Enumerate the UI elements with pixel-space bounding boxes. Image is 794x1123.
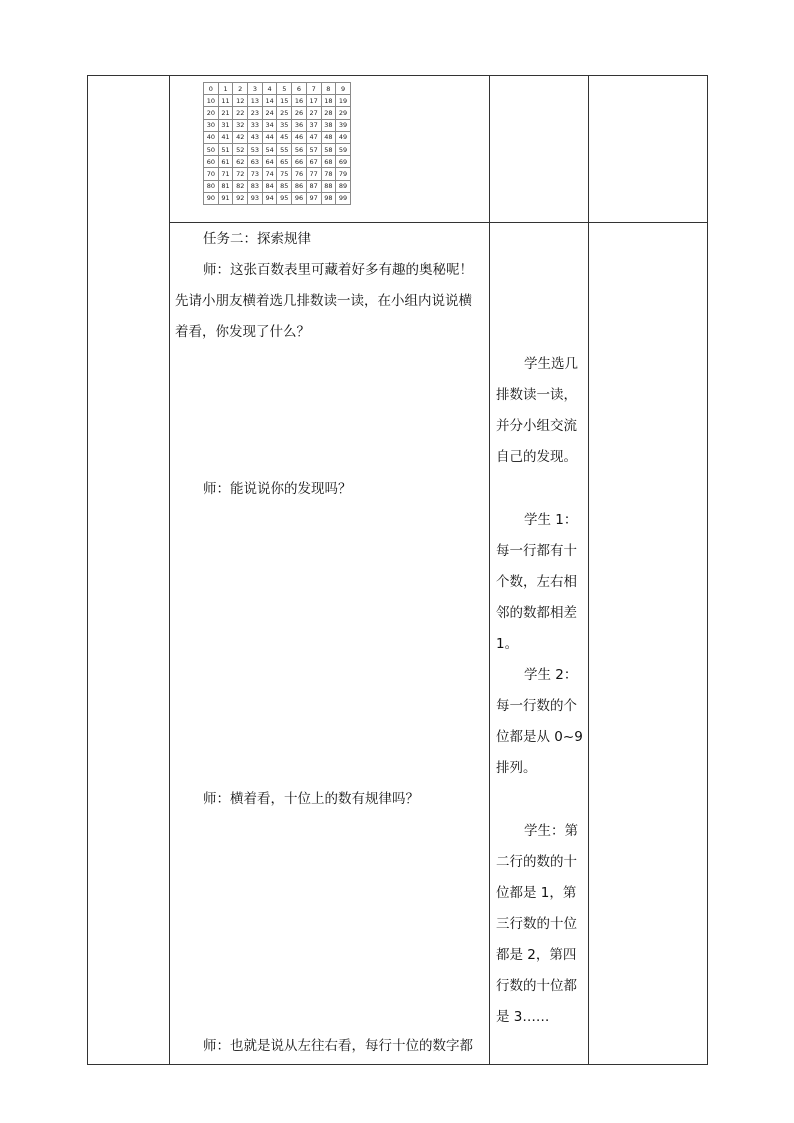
hundred-chart-row <box>204 156 351 168</box>
column-divider-2 <box>489 75 490 1065</box>
hundred-chart-cell: 74 <box>262 168 277 180</box>
hundred-chart-cell: 99 <box>336 192 351 204</box>
hundred-chart-cell: 1 <box>218 83 233 95</box>
hundred-chart-cell: 45 <box>277 131 292 143</box>
table-top-border <box>87 75 707 76</box>
hundred-chart-cell: 91 <box>218 192 233 204</box>
row-divider <box>169 222 707 223</box>
hundred-chart-cell: 43 <box>248 131 263 143</box>
hundred-chart-cell: 85 <box>277 180 292 192</box>
hundred-chart-cell: 61 <box>218 156 233 168</box>
table-bottom-border <box>87 1064 707 1065</box>
table-right-border <box>707 75 708 1065</box>
hundred-chart-row <box>204 119 351 131</box>
hundred-chart <box>203 82 351 205</box>
hundred-chart-cell: 52 <box>233 143 248 155</box>
hundred-chart-cell: 28 <box>321 107 336 119</box>
hundred-chart-cell: 26 <box>292 107 307 119</box>
s2-line-1: 学生 2： <box>524 667 578 683</box>
hundred-chart-cell: 24 <box>262 107 277 119</box>
hundred-chart-cell: 81 <box>218 180 233 192</box>
hundred-chart-cell: 62 <box>233 156 248 168</box>
hundred-chart-cell: 69 <box>336 156 351 168</box>
hundred-chart-cell: 53 <box>248 143 263 155</box>
hundred-chart-cell: 49 <box>336 131 351 143</box>
hundred-chart-cell: 72 <box>233 168 248 180</box>
hundred-chart-cell: 46 <box>292 131 307 143</box>
s2-line-4: 排列。 <box>496 760 537 776</box>
intro-line-2: 先请小朋友横着选几排数读一读，在小组内说说横 <box>175 293 472 309</box>
hundred-chart-cell: 60 <box>204 156 219 168</box>
hundred-chart-cell: 17 <box>306 95 321 107</box>
hundred-chart-cell: 44 <box>262 131 277 143</box>
hundred-chart-cell: 64 <box>262 156 277 168</box>
hundred-chart-cell: 40 <box>204 131 219 143</box>
activity-line-1: 学生选几 <box>524 356 578 372</box>
hundred-chart-cell: 48 <box>321 131 336 143</box>
hundred-chart-cell: 11 <box>218 95 233 107</box>
intro-line-3: 着看，你发现了什么？ <box>175 324 310 340</box>
hundred-chart-cell: 34 <box>262 119 277 131</box>
hundred-chart-row <box>204 107 351 119</box>
hundred-chart-row <box>204 131 351 143</box>
hundred-chart-cell: 7 <box>306 83 321 95</box>
hundred-chart-cell: 21 <box>218 107 233 119</box>
hundred-chart-row <box>204 168 351 180</box>
hundred-chart-cell: 14 <box>262 95 277 107</box>
hundred-chart-cell: 30 <box>204 119 219 131</box>
hundred-chart-cell: 42 <box>233 131 248 143</box>
hundred-chart-cell: 95 <box>277 192 292 204</box>
hundred-chart-cell: 19 <box>336 95 351 107</box>
activity-line-4: 自己的发现。 <box>496 449 577 465</box>
teacher-question-2 <box>203 474 352 505</box>
hundred-chart-row <box>204 95 351 107</box>
hundred-chart-cell: 87 <box>306 180 321 192</box>
hundred-chart-cell: 8 <box>321 83 336 95</box>
hundred-chart-cell: 88 <box>321 180 336 192</box>
hundred-chart-cell: 89 <box>336 180 351 192</box>
teacher-intro <box>175 255 473 348</box>
activity-line-2: 排数读一读， <box>496 387 577 403</box>
hundred-chart-cell: 29 <box>336 107 351 119</box>
teacher-question-3 <box>203 784 419 815</box>
hundred-chart-cell: 55 <box>277 143 292 155</box>
intro-line-1: 师：这张百数表里可藏着好多有趣的奥秘呢！ <box>203 262 473 278</box>
hundred-chart-cell: 94 <box>262 192 277 204</box>
hundred-chart-cell: 37 <box>306 119 321 131</box>
hundred-chart-cell: 50 <box>204 143 219 155</box>
activity-line-3: 并分小组交流 <box>496 418 577 434</box>
s1-line-4: 邻的数都相差 <box>496 605 577 621</box>
hundred-chart-row <box>204 83 351 95</box>
hundred-chart-cell: 80 <box>204 180 219 192</box>
hundred-chart-cell: 86 <box>292 180 307 192</box>
hundred-chart-cell: 15 <box>277 95 292 107</box>
hundred-chart-cell: 70 <box>204 168 219 180</box>
column-divider-1 <box>169 75 170 1065</box>
s3-line-4: 三行数的十位 <box>496 916 577 932</box>
hundred-chart-cell: 5 <box>277 83 292 95</box>
s3-line-3: 位都是 1，第 <box>496 885 577 901</box>
s3-line-2: 二行的数的十 <box>496 854 577 870</box>
hundred-chart-cell: 51 <box>218 143 233 155</box>
hundred-chart-cell: 97 <box>306 192 321 204</box>
hundred-chart-cell: 78 <box>321 168 336 180</box>
hundred-chart-cell: 27 <box>306 107 321 119</box>
teacher-question-4 <box>203 1031 473 1062</box>
hundred-chart-cell: 76 <box>292 168 307 180</box>
hundred-chart-cell: 18 <box>321 95 336 107</box>
s3-line-1: 学生：第 <box>524 823 578 839</box>
s3-line-7: 是 3…… <box>496 1009 550 1025</box>
hundred-chart-cell: 77 <box>306 168 321 180</box>
hundred-chart-cell: 57 <box>306 143 321 155</box>
hundred-chart-cell: 65 <box>277 156 292 168</box>
hundred-chart-cell: 83 <box>248 180 263 192</box>
question-2-text: 师：能说说你的发现吗？ <box>203 481 352 497</box>
student-3-answer <box>496 816 586 1033</box>
hundred-chart-cell: 3 <box>248 83 263 95</box>
hundred-chart-cell: 31 <box>218 119 233 131</box>
hundred-chart-cell: 84 <box>262 180 277 192</box>
hundred-chart-cell: 32 <box>233 119 248 131</box>
hundred-chart-cell: 63 <box>248 156 263 168</box>
hundred-chart-cell: 23 <box>248 107 263 119</box>
hundred-chart-cell: 67 <box>306 156 321 168</box>
s3-line-6: 行数的十位都 <box>496 978 577 994</box>
hundred-chart-cell: 66 <box>292 156 307 168</box>
hundred-chart-cell: 79 <box>336 168 351 180</box>
s2-line-3: 位都是从 0~9 <box>496 729 583 745</box>
hundred-chart-row <box>204 180 351 192</box>
task-title-text: 任务二：探索规律 <box>203 231 311 247</box>
hundred-chart-cell: 58 <box>321 143 336 155</box>
hundred-chart-cell: 75 <box>277 168 292 180</box>
hundred-chart-row <box>204 192 351 204</box>
student-1-answer <box>496 505 586 660</box>
hundred-chart-cell: 33 <box>248 119 263 131</box>
hundred-chart-cell: 16 <box>292 95 307 107</box>
s1-line-5: 1。 <box>496 636 519 652</box>
hundred-chart-cell: 54 <box>262 143 277 155</box>
hundred-chart-cell: 9 <box>336 83 351 95</box>
hundred-chart-cell: 56 <box>292 143 307 155</box>
hundred-chart-cell: 96 <box>292 192 307 204</box>
hundred-chart-cell: 73 <box>248 168 263 180</box>
hundred-chart-cell: 59 <box>336 143 351 155</box>
table-left-border <box>87 75 88 1065</box>
hundred-chart-cell: 20 <box>204 107 219 119</box>
hundred-chart-cell: 4 <box>262 83 277 95</box>
hundred-chart-cell: 13 <box>248 95 263 107</box>
hundred-chart-cell: 35 <box>277 119 292 131</box>
column-divider-3 <box>588 75 589 1065</box>
hundred-chart-cell: 98 <box>321 192 336 204</box>
hundred-chart-cell: 39 <box>336 119 351 131</box>
hundred-chart-cell: 10 <box>204 95 219 107</box>
hundred-chart-cell: 82 <box>233 180 248 192</box>
s2-line-2: 每一行数的个 <box>496 698 577 714</box>
hundred-chart-cell: 41 <box>218 131 233 143</box>
hundred-chart-row <box>204 143 351 155</box>
hundred-chart-cell: 22 <box>233 107 248 119</box>
hundred-chart-cell: 90 <box>204 192 219 204</box>
hundred-chart-cell: 0 <box>204 83 219 95</box>
s1-line-2: 每一行都有十 <box>496 543 577 559</box>
hundred-chart-cell: 6 <box>292 83 307 95</box>
hundred-chart-cell: 47 <box>306 131 321 143</box>
hundred-chart-cell: 38 <box>321 119 336 131</box>
hundred-chart-cell: 2 <box>233 83 248 95</box>
hundred-chart-cell: 12 <box>233 95 248 107</box>
question-3-text: 师：横着看，十位上的数有规律吗？ <box>203 791 419 807</box>
hundred-chart-cell: 71 <box>218 168 233 180</box>
student-activity <box>496 349 586 473</box>
task-title <box>203 224 311 255</box>
student-2-answer <box>496 660 586 784</box>
hundred-chart-cell: 92 <box>233 192 248 204</box>
s3-line-5: 都是 2，第四 <box>496 947 577 963</box>
hundred-chart-cell: 25 <box>277 107 292 119</box>
hundred-chart-cell: 93 <box>248 192 263 204</box>
hundred-chart-cell: 36 <box>292 119 307 131</box>
question-4-text: 师：也就是说从左往右看，每行十位的数字都 <box>203 1038 473 1054</box>
s1-line-1: 学生 1： <box>524 512 578 528</box>
hundred-chart-cell: 68 <box>321 156 336 168</box>
s1-line-3: 个数，左右相 <box>496 574 577 590</box>
